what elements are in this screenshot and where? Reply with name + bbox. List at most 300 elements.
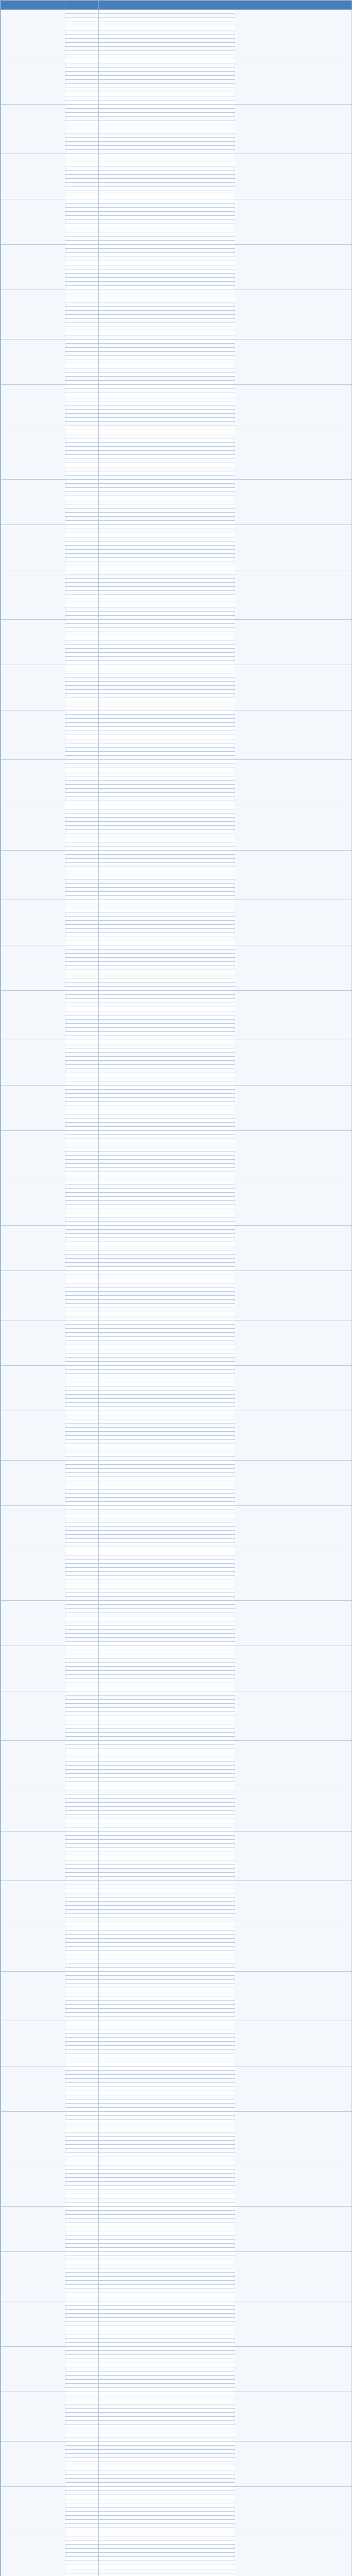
code-cell (65, 410, 99, 414)
group-note-cell (235, 2066, 352, 2112)
code-cell (65, 1362, 99, 1366)
desc-cell (99, 1432, 235, 1436)
code-cell (65, 2042, 99, 2046)
code-cell (65, 1592, 99, 1597)
desc-cell (99, 204, 235, 208)
desc-cell (99, 2330, 235, 2334)
code-cell (65, 752, 99, 756)
code-cell (65, 599, 99, 603)
code-cell (65, 191, 99, 195)
code-cell (65, 368, 99, 372)
desc-cell (99, 818, 235, 822)
code-cell (65, 1114, 99, 1118)
code-cell (65, 1720, 99, 1724)
code-cell (65, 628, 99, 632)
code-cell (65, 772, 99, 776)
desc-cell (99, 764, 235, 768)
code-cell (65, 1015, 99, 1020)
code-cell (65, 768, 99, 772)
code-cell (65, 282, 99, 286)
desc-cell (99, 2450, 235, 2454)
group-date-cell (1, 2301, 65, 2347)
code-cell (65, 2087, 99, 2091)
desc-cell (99, 789, 235, 793)
desc-cell (99, 1205, 235, 1209)
desc-cell (99, 389, 235, 393)
code-cell (65, 2413, 99, 2417)
desc-cell (99, 2264, 235, 2268)
desc-cell (99, 669, 235, 673)
desc-cell (99, 158, 235, 162)
code-cell (65, 1135, 99, 1139)
desc-cell (99, 2392, 235, 2396)
desc-cell (99, 2528, 235, 2532)
desc-cell (99, 1073, 235, 1077)
code-cell (65, 653, 99, 657)
desc-cell (99, 348, 235, 352)
desc-cell (99, 739, 235, 743)
code-cell (65, 455, 99, 459)
group-note-cell (235, 2252, 352, 2301)
desc-cell (99, 2273, 235, 2277)
code-cell (65, 125, 99, 129)
table-row (1, 1646, 352, 1650)
code-cell (65, 1036, 99, 1040)
code-cell (65, 2310, 99, 2314)
desc-cell (99, 1766, 235, 1770)
desc-cell (99, 846, 235, 851)
code-cell (65, 1242, 99, 1246)
code-cell (65, 1873, 99, 1877)
code-cell (65, 521, 99, 525)
desc-cell (99, 1057, 235, 1061)
desc-cell (99, 443, 235, 447)
desc-cell (99, 1053, 235, 1057)
desc-cell (99, 665, 235, 669)
desc-cell (99, 1428, 235, 1432)
group-note-cell (235, 1271, 352, 1320)
group-note-cell (235, 1131, 352, 1180)
code-cell (65, 2170, 99, 2174)
desc-cell (99, 1881, 235, 1885)
desc-cell (99, 1135, 235, 1139)
desc-cell (99, 438, 235, 443)
code-cell (65, 735, 99, 739)
desc-cell (99, 632, 235, 636)
code-cell (65, 1580, 99, 1584)
code-cell (65, 2083, 99, 2087)
code-cell (65, 2005, 99, 2009)
code-cell (65, 1329, 99, 1333)
code-cell (65, 945, 99, 950)
desc-cell (99, 1353, 235, 1358)
desc-cell (99, 2487, 235, 2491)
code-cell (65, 665, 99, 669)
table-row (1, 620, 352, 624)
code-cell (65, 1869, 99, 1873)
code-cell (65, 941, 99, 945)
desc-cell (99, 2524, 235, 2528)
desc-cell (99, 1234, 235, 1238)
table-row (1, 1786, 352, 1790)
code-cell (65, 1597, 99, 1601)
desc-cell (99, 2540, 235, 2545)
desc-cell (99, 925, 235, 929)
group-date-cell (1, 340, 65, 385)
table-row (1, 1271, 352, 1275)
code-cell (65, 372, 99, 377)
group-note-cell (235, 105, 352, 154)
desc-cell (99, 1625, 235, 1630)
code-cell (65, 1856, 99, 1860)
code-cell (65, 2450, 99, 2454)
code-cell (65, 1267, 99, 1271)
desc-cell (99, 1193, 235, 1197)
code-cell (65, 307, 99, 311)
code-cell (65, 818, 99, 822)
desc-cell (99, 162, 235, 166)
desc-cell (99, 1123, 235, 1127)
code-cell (65, 1815, 99, 1819)
desc-cell (99, 2470, 235, 2475)
table-row (1, 1411, 352, 1415)
group-note-cell (235, 1086, 352, 1131)
desc-cell (99, 1897, 235, 1902)
table-row (1, 2442, 352, 2446)
desc-cell (99, 1860, 235, 1865)
desc-cell (99, 43, 235, 47)
code-cell (65, 1650, 99, 1654)
desc-cell (99, 1700, 235, 1704)
group-note-cell (235, 2021, 352, 2066)
code-cell (65, 2380, 99, 2384)
code-cell (65, 1955, 99, 1959)
desc-cell (99, 607, 235, 612)
code-cell (65, 294, 99, 298)
table-body (1, 10, 352, 2576)
desc-cell (99, 484, 235, 488)
code-cell (65, 2153, 99, 2157)
desc-cell (99, 1114, 235, 1118)
desc-cell (99, 1036, 235, 1040)
code-cell (65, 871, 99, 875)
code-cell (65, 1708, 99, 1712)
code-cell (65, 467, 99, 471)
desc-cell (99, 1988, 235, 1992)
code-cell (65, 2112, 99, 2116)
desc-cell (99, 1547, 235, 1551)
desc-cell (99, 537, 235, 541)
code-cell (65, 1737, 99, 1741)
desc-cell (99, 636, 235, 640)
code-cell (65, 2091, 99, 2095)
desc-cell (99, 723, 235, 727)
desc-cell (99, 2099, 235, 2104)
code-cell (65, 1094, 99, 1098)
group-date-cell (1, 245, 65, 290)
code-cell (65, 55, 99, 59)
desc-cell (99, 2124, 235, 2128)
code-cell (65, 607, 99, 612)
group-date-cell (1, 199, 65, 245)
desc-cell (99, 710, 235, 715)
code-cell (65, 673, 99, 677)
header-code (65, 1, 99, 10)
code-cell (65, 2021, 99, 2025)
code-cell (65, 1465, 99, 1469)
desc-cell (99, 1407, 235, 1411)
desc-cell (99, 1926, 235, 1930)
desc-cell (99, 179, 235, 183)
desc-cell (99, 476, 235, 480)
code-cell (65, 146, 99, 150)
desc-cell (99, 146, 235, 150)
desc-cell (99, 2268, 235, 2273)
table-header (1, 1, 352, 10)
code-cell (65, 1452, 99, 1456)
code-cell (65, 1992, 99, 1996)
desc-cell (99, 1889, 235, 1893)
code-cell (65, 2145, 99, 2149)
desc-cell (99, 47, 235, 51)
desc-cell (99, 2565, 235, 2569)
desc-cell (99, 1440, 235, 1444)
desc-cell (99, 1638, 235, 1642)
code-cell (65, 2013, 99, 2017)
desc-cell (99, 1621, 235, 1625)
code-cell (65, 1131, 99, 1135)
group-note-cell (235, 59, 352, 105)
desc-cell (99, 2058, 235, 2062)
desc-cell (99, 1807, 235, 1811)
code-cell (65, 1683, 99, 1687)
desc-cell (99, 2367, 235, 2371)
desc-cell (99, 2557, 235, 2561)
desc-cell (99, 937, 235, 941)
desc-cell (99, 917, 235, 921)
desc-cell (99, 2256, 235, 2260)
desc-cell (99, 2475, 235, 2479)
desc-cell (99, 340, 235, 344)
desc-cell (99, 2223, 235, 2227)
desc-cell (99, 1671, 235, 1675)
code-cell (65, 513, 99, 517)
code-cell (65, 1576, 99, 1580)
desc-cell (99, 1271, 235, 1275)
desc-cell (99, 599, 235, 603)
code-cell (65, 1222, 99, 1226)
desc-cell (99, 166, 235, 171)
code-cell (65, 805, 99, 809)
desc-cell (99, 982, 235, 987)
group-note-cell (235, 1551, 352, 1601)
code-cell (65, 1865, 99, 1869)
desc-cell (99, 1918, 235, 1922)
desc-cell (99, 875, 235, 879)
group-date-cell (1, 1411, 65, 1461)
desc-cell (99, 1588, 235, 1592)
code-cell (65, 1832, 99, 1836)
code-cell (65, 484, 99, 488)
desc-cell (99, 1856, 235, 1860)
desc-cell (99, 2033, 235, 2038)
code-cell (65, 183, 99, 187)
code-cell (65, 2359, 99, 2363)
desc-cell (99, 1032, 235, 1036)
desc-cell (99, 1786, 235, 1790)
code-cell (65, 1794, 99, 1799)
code-cell (65, 1555, 99, 1560)
code-cell (65, 892, 99, 896)
desc-cell (99, 1164, 235, 1168)
desc-cell (99, 1411, 235, 1415)
desc-cell (99, 2120, 235, 2124)
code-cell (65, 2549, 99, 2553)
desc-cell (99, 1399, 235, 1403)
code-cell (65, 809, 99, 814)
desc-cell (99, 735, 235, 739)
code-cell (65, 867, 99, 871)
desc-cell (99, 1156, 235, 1160)
code-cell (65, 710, 99, 715)
code-cell (65, 430, 99, 434)
desc-cell (99, 855, 235, 859)
desc-cell (99, 1984, 235, 1988)
code-cell (65, 1436, 99, 1440)
code-cell (65, 142, 99, 146)
desc-cell (99, 1498, 235, 1502)
desc-cell (99, 2083, 235, 2087)
code-cell (65, 286, 99, 290)
desc-cell (99, 154, 235, 158)
desc-cell (99, 117, 235, 121)
code-cell (65, 756, 99, 760)
code-cell (65, 348, 99, 352)
group-date-cell (1, 2442, 65, 2487)
desc-cell (99, 1522, 235, 1527)
code-cell (65, 875, 99, 879)
code-cell (65, 781, 99, 785)
desc-cell (99, 628, 235, 632)
code-cell (65, 331, 99, 335)
desc-cell (99, 1827, 235, 1832)
table-row (1, 1131, 352, 1135)
code-cell (65, 26, 99, 30)
desc-cell (99, 624, 235, 628)
group-note-cell (235, 430, 352, 480)
desc-cell (99, 1275, 235, 1279)
code-cell (65, 2186, 99, 2190)
code-cell (65, 352, 99, 356)
code-cell (65, 2503, 99, 2507)
desc-cell (99, 1865, 235, 1869)
table-row (1, 385, 352, 389)
desc-cell (99, 1502, 235, 1506)
group-date-cell (1, 1226, 65, 1271)
desc-cell (99, 546, 235, 550)
desc-cell (99, 533, 235, 537)
desc-cell (99, 105, 235, 109)
desc-cell (99, 1465, 235, 1469)
desc-cell (99, 241, 235, 245)
desc-cell (99, 2400, 235, 2404)
desc-cell (99, 1555, 235, 1560)
code-cell (65, 166, 99, 171)
desc-cell (99, 929, 235, 933)
code-cell (65, 1630, 99, 1634)
code-cell (65, 1893, 99, 1897)
group-date-cell (1, 385, 65, 430)
group-note-cell (235, 1366, 352, 1411)
code-cell (65, 1963, 99, 1968)
code-cell (65, 1770, 99, 1774)
desc-cell (99, 1230, 235, 1234)
desc-cell (99, 2132, 235, 2137)
code-cell (65, 63, 99, 67)
code-cell (65, 1527, 99, 1531)
code-cell (65, 797, 99, 801)
code-cell (65, 1588, 99, 1592)
desc-cell (99, 1102, 235, 1106)
desc-cell (99, 1959, 235, 1963)
code-cell (65, 340, 99, 344)
code-cell (65, 731, 99, 735)
code-cell (65, 418, 99, 422)
desc-cell (99, 743, 235, 748)
desc-cell (99, 879, 235, 884)
code-cell (65, 2417, 99, 2421)
desc-cell (99, 191, 235, 195)
desc-cell (99, 1382, 235, 1386)
desc-cell (99, 372, 235, 377)
table-row (1, 525, 352, 529)
code-cell (65, 1230, 99, 1234)
desc-cell (99, 587, 235, 591)
code-cell (65, 1757, 99, 1761)
desc-cell (99, 1180, 235, 1184)
code-cell (65, 1213, 99, 1217)
desc-cell (99, 2001, 235, 2005)
code-cell (65, 2454, 99, 2458)
code-cell (65, 1428, 99, 1432)
code-cell (65, 199, 99, 204)
desc-cell (99, 261, 235, 265)
code-cell (65, 1353, 99, 1358)
code-cell (65, 1073, 99, 1077)
group-note-cell (235, 1741, 352, 1786)
code-cell (65, 1003, 99, 1007)
desc-cell (99, 756, 235, 760)
group-date-cell (1, 2112, 65, 2161)
code-cell (65, 2149, 99, 2153)
table-row (1, 2532, 352, 2536)
group-note-cell (235, 2112, 352, 2161)
code-cell (65, 1320, 99, 1325)
desc-cell (99, 1061, 235, 1065)
desc-cell (99, 447, 235, 451)
code-cell (65, 764, 99, 768)
code-cell (65, 1939, 99, 1943)
desc-cell (99, 645, 235, 649)
code-cell (65, 2384, 99, 2388)
desc-cell (99, 1151, 235, 1156)
table-row (1, 945, 352, 950)
code-cell (65, 1547, 99, 1551)
group-note-cell (235, 1506, 352, 1551)
code-cell (65, 698, 99, 702)
group-note-cell (235, 1320, 352, 1366)
code-cell (65, 59, 99, 63)
